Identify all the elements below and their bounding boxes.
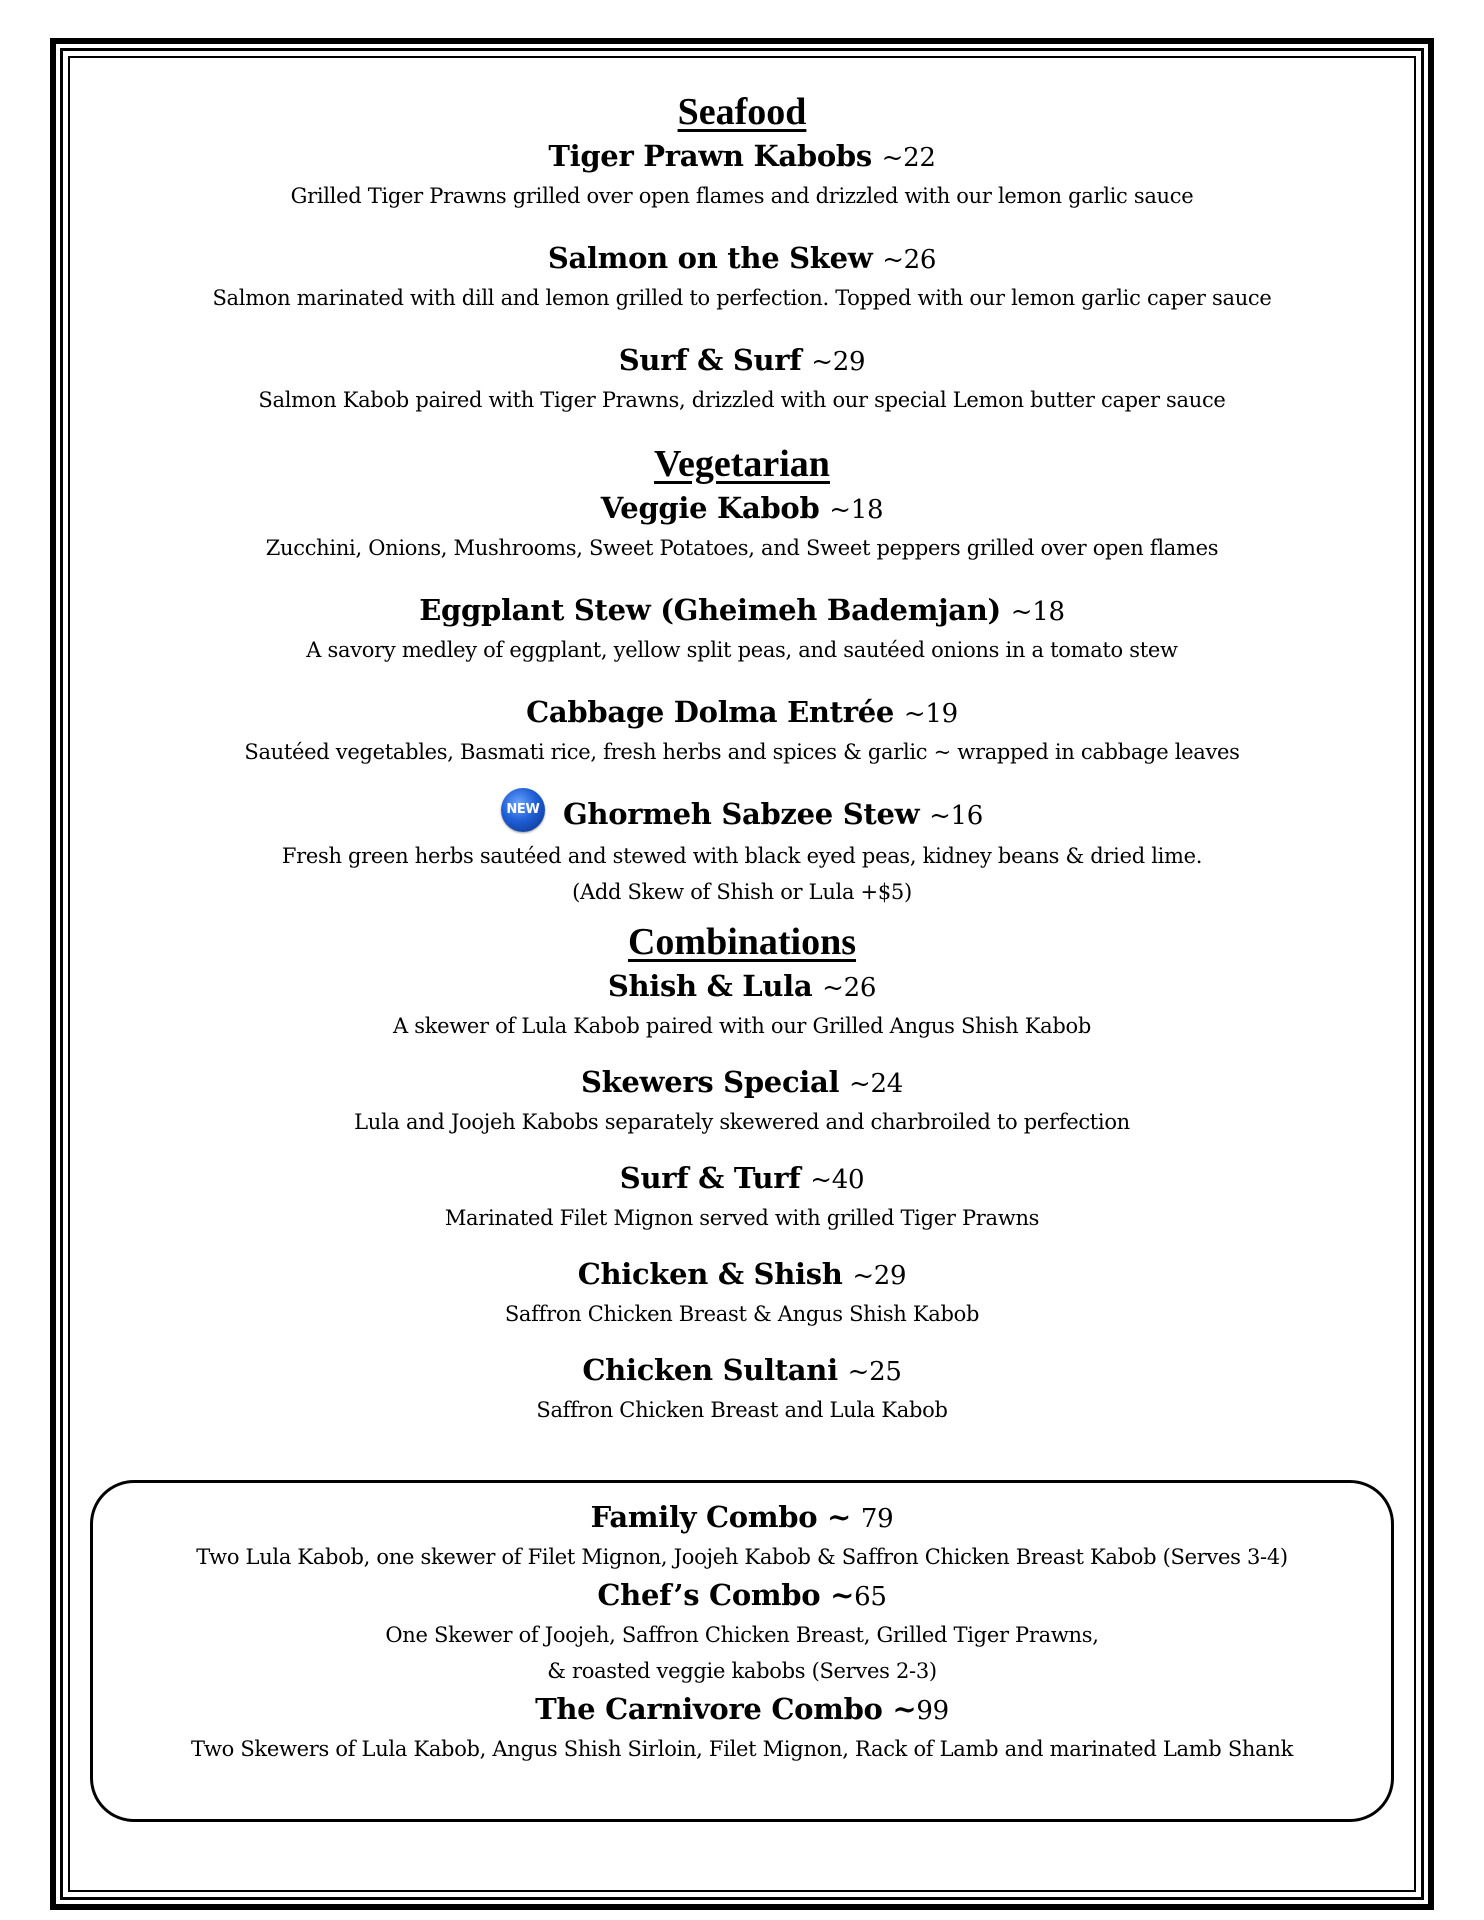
- item-description: Lula and Joojeh Kabobs separately skewered and charbroiled to perfection: [354, 1110, 1130, 1134]
- item-name: Surf & Surf: [618, 343, 802, 377]
- combo-description: Two Skewers of Lula Kabob, Angus Shish Sirloin, Filet Mignon, Rack of Lamb and marinated Lamb Shank: [190, 1737, 1294, 1761]
- item-description: Salmon Kabob paired with Tiger Prawns, drizzled with our special Lemon butter caper sauce: [258, 388, 1226, 412]
- item-price: ~19: [903, 699, 958, 729]
- menu-item: [80, 488, 1404, 566]
- section-title-combinations: Combinations: [627, 921, 857, 963]
- combo-description: One Skewer of Joojeh, Saffron Chicken Breast, Grilled Tiger Prawns,: [385, 1623, 1099, 1647]
- combo-price: 79: [860, 1504, 894, 1534]
- item-description: Salmon marinated with dill and lemon grilled to perfection. Topped with our lemon garlic caper sauce: [212, 286, 1272, 310]
- menu-item: [80, 1062, 1404, 1140]
- combo-price: 65: [854, 1582, 887, 1612]
- new-badge-icon: NEW: [501, 788, 545, 832]
- menu-item: [80, 340, 1404, 418]
- menu-content: [80, 88, 1404, 1428]
- menu-item: [80, 794, 1404, 910]
- menu-item: [80, 136, 1404, 214]
- item-name: Veggie Kabob: [600, 491, 820, 525]
- combo-name: The Carnivore Combo ~: [535, 1692, 917, 1726]
- item-price: ~29: [811, 347, 866, 377]
- item-description: Zucchini, Onions, Mushrooms, Sweet Potatoes, and Sweet peppers grilled over open flames: [265, 536, 1219, 560]
- item-price: ~24: [849, 1069, 904, 1099]
- combo-description-line2: & roasted veggie kabobs (Serves 2-3): [547, 1659, 937, 1683]
- item-description: Fresh green herbs sautéed and stewed with black eyed peas, kidney beans & dried lime.: [281, 844, 1203, 868]
- item-price: ~40: [810, 1165, 865, 1195]
- item-name: Cabbage Dolma Entrée: [526, 695, 895, 729]
- menu-item: [80, 590, 1404, 668]
- item-name: Chicken Sultani: [582, 1353, 838, 1387]
- item-description: Sautéed vegetables, Basmati rice, fresh herbs and spices & garlic ~ wrapped in cabbage leaves: [244, 740, 1240, 764]
- combo-specials-box: [90, 1480, 1394, 1822]
- item-description: A skewer of Lula Kabob paired with our Grilled Angus Shish Kabob: [392, 1014, 1091, 1038]
- item-description: Grilled Tiger Prawns grilled over open flames and drizzled with our lemon garlic sauce: [290, 184, 1194, 208]
- item-name: Eggplant Stew (Gheimeh Bademjan): [419, 593, 1001, 627]
- item-name: Surf & Turf: [619, 1161, 801, 1195]
- item-price: ~25: [847, 1357, 902, 1387]
- menu-item: [80, 238, 1404, 316]
- item-name: Chicken & Shish: [577, 1257, 843, 1291]
- menu-item: [80, 1254, 1404, 1332]
- item-description-addon: (Add Skew of Shish or Lula +$5): [572, 880, 912, 904]
- combo-name: Family Combo ~: [590, 1500, 852, 1534]
- item-name: Skewers Special: [580, 1065, 840, 1099]
- item-price: ~16: [929, 801, 984, 831]
- menu-item: [80, 1158, 1404, 1236]
- item-price: ~22: [881, 143, 936, 173]
- menu-item: [80, 1350, 1404, 1428]
- item-description: Saffron Chicken Breast & Angus Shish Kabob: [504, 1302, 980, 1326]
- combo-item: [93, 1689, 1391, 1767]
- section-title-vegetarian: Vegetarian: [654, 443, 830, 485]
- item-description: A savory medley of eggplant, yellow split peas, and sautéed onions in a tomato stew: [306, 638, 1178, 662]
- combo-item: [93, 1575, 1391, 1689]
- section-title-seafood: Seafood: [677, 91, 807, 133]
- combo-description: Two Lula Kabob, one skewer of Filet Mignon, Joojeh Kabob & Saffron Chicken Breast Kabob (Serves 3-4): [196, 1545, 1288, 1569]
- item-price: ~18: [1010, 597, 1065, 627]
- item-price: ~18: [829, 495, 884, 525]
- menu-item: [80, 692, 1404, 770]
- menu-item: [80, 966, 1404, 1044]
- item-description: Saffron Chicken Breast and Lula Kabob: [536, 1398, 948, 1422]
- item-name: Shish & Lula: [607, 969, 813, 1003]
- item-price: ~26: [882, 245, 937, 275]
- item-description: Marinated Filet Mignon served with grilled Tiger Prawns: [444, 1206, 1040, 1230]
- item-name: Tiger Prawn Kabobs: [548, 139, 872, 173]
- item-price: ~29: [852, 1261, 907, 1291]
- item-name: Ghormeh Sabzee Stew: [562, 797, 920, 831]
- item-price: ~26: [822, 973, 877, 1003]
- combo-item: [93, 1497, 1391, 1575]
- item-name: Salmon on the Skew: [547, 241, 873, 275]
- combo-name: Chef’s Combo ~: [597, 1578, 855, 1612]
- combo-price: 99: [916, 1696, 949, 1726]
